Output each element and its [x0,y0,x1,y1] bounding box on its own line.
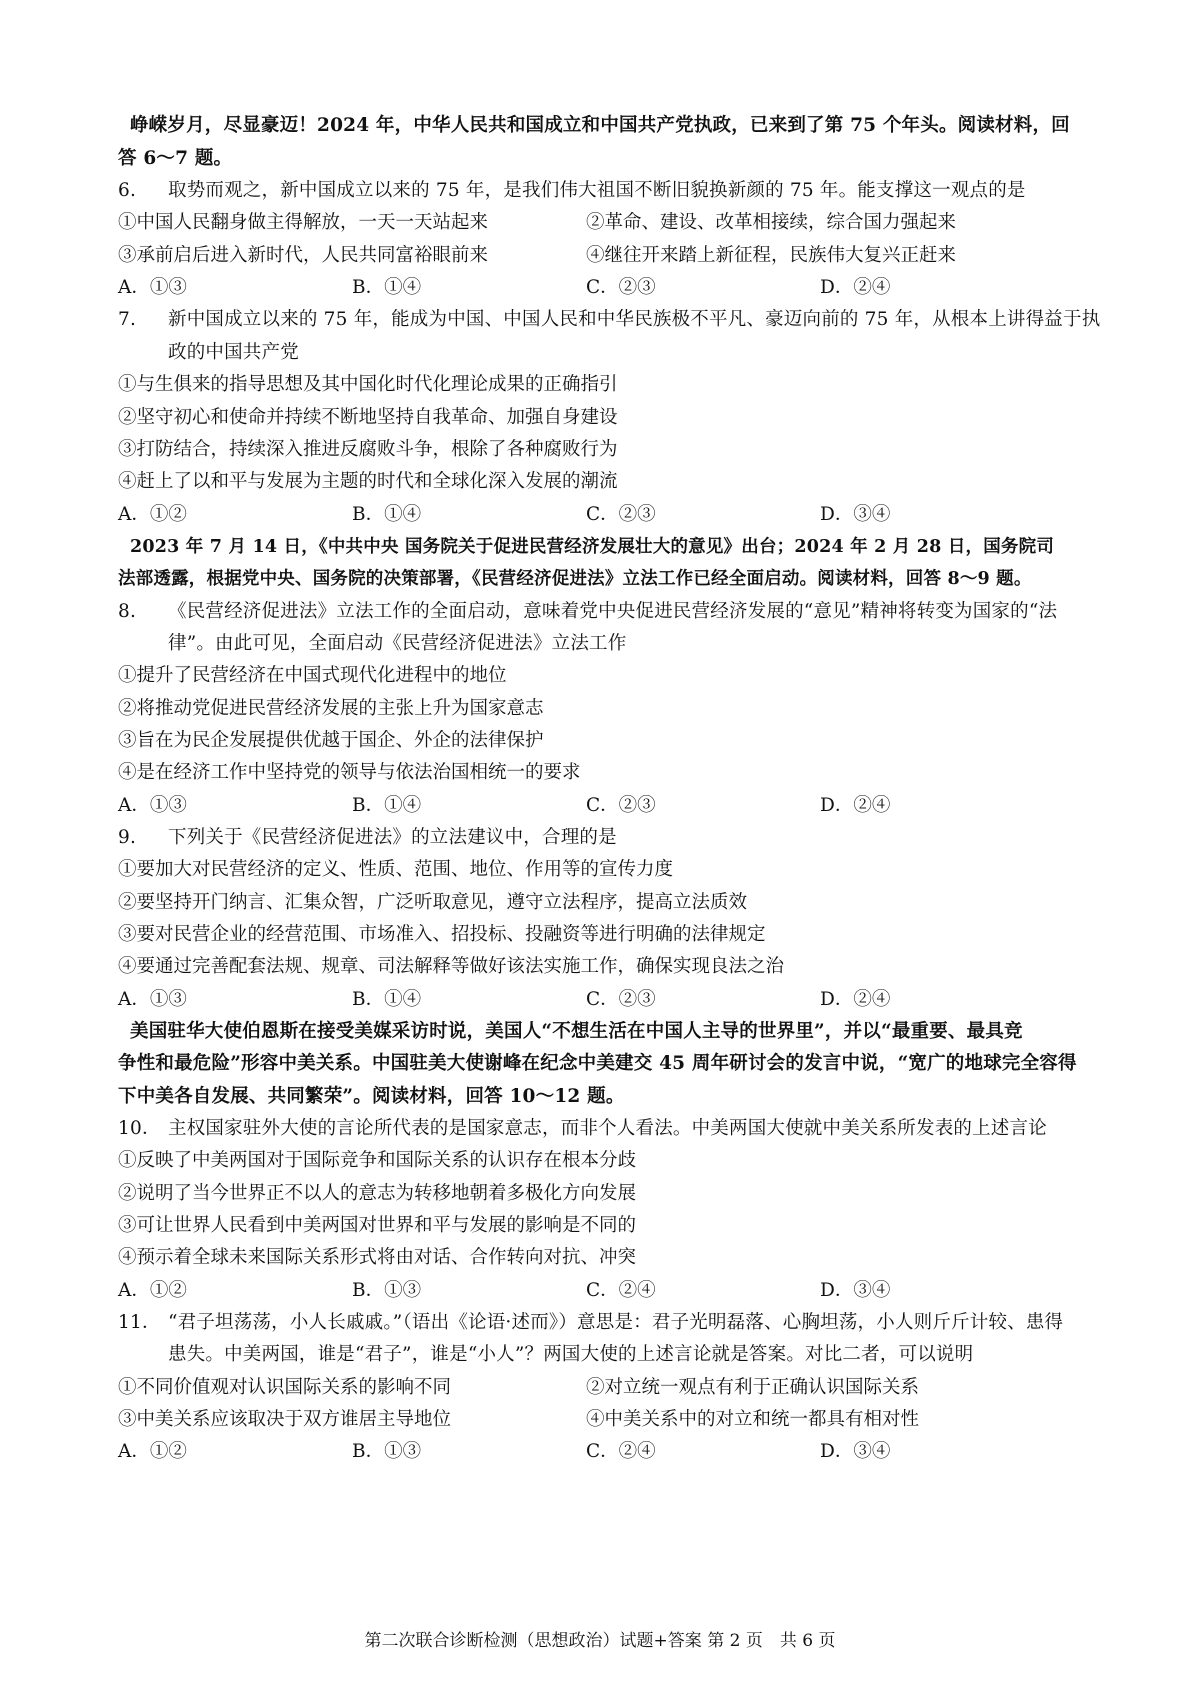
question-10-stem [118,1116,1047,1142]
question-9-stem [118,825,617,851]
question-number: 9. [118,827,137,848]
q6-choice-d[interactable]: D．②④ [820,277,891,298]
question-number: 11． [118,1312,161,1333]
q7-choice-a[interactable]: A．①② [118,504,187,525]
question-7-stem-line1 [118,307,1100,333]
question-number: 7. [118,309,137,330]
q11-item-3: ③中美关系应该取决于双方谁居主导地位 [118,1409,452,1430]
q10-item-1: ①反映了中美两国对于国际竞争和国际关系的认识存在根本分歧 [118,1150,637,1171]
q7-item-2: ②坚守初心和使命并持续不断地坚持自我革命、加强自身建设 [118,407,618,428]
q6-choice-a[interactable]: A．①③ [118,277,187,298]
q10-choice-b[interactable]: B．①③ [352,1280,422,1301]
material-intro-10-12-line3: 下中美各自发展、共同繁荣”。阅读材料，回答 10～12 题。 [118,1086,625,1107]
q7-item-4: ④赶上了以和平与发展为主题的时代和全球化深入发展的潮流 [118,471,618,492]
material-intro-8-9-line2: 法部透露，根据党中央、国务院的决策部署，《民营经济促进法》立法工作已经全面启动。阅读材料，回答 8～9 题。 [118,569,1032,589]
q8-item-4: ④是在经济工作中坚持党的领导与依法治国相统一的要求 [118,762,581,783]
q6-choice-b[interactable]: B．①④ [352,277,422,298]
q11-choice-d[interactable]: D．③④ [820,1441,891,1462]
q10-item-2: ②说明了当今世界正不以人的意志为转移地朝着多极化方向发展 [118,1183,637,1204]
question-text: 取势而观之，新中国成立以来的 75 年，是我们伟大祖国不断旧貌换新颜的 75 年。能支撑这一观点的是 [168,180,1026,201]
q9-item-4: ④要通过完善配套法规、规章、司法解释等做好该法实施工作，确保实现良法之治 [118,956,785,977]
q8-choice-a[interactable]: A．①③ [118,795,187,816]
q7-choice-b[interactable]: B．①④ [352,504,422,525]
material-intro-10-12-line2: 争性和最危险”形容中美关系。中国驻美大使谢峰在纪念中美建交 45 周年研讨会的发言中说，“宽广的地球完全容得 [118,1053,1077,1074]
q7-item-3: ③打防结合，持续深入推进反腐败斗争，根除了各种腐败行为 [118,439,618,460]
q9-choice-d[interactable]: D．②④ [820,989,891,1010]
q9-item-3: ③要对民营企业的经营范围、市场准入、招投标、投融资等进行明确的法律规定 [118,924,766,945]
material-intro-6-7-line1: 峥嵘岁月，尽显豪迈！2024 年，中华人民共和国成立和中国共产党执政，已来到了第 75 个年头。阅读材料，回 [130,115,1070,136]
q10-choice-a[interactable]: A．①② [118,1280,187,1301]
question-text: 主权国家驻外大使的言论所代表的是国家意志，而非个人看法。中美两国大使就中美关系所发表的上述言论 [168,1118,1047,1139]
q10-item-4: ④预示着全球未来国际关系形式将由对话、合作转向对抗、冲突 [118,1247,637,1268]
q6-item-2: ②革命、建设、改革相接续，综合国力强起来 [586,212,957,233]
question-11-stem-line2: 患失。中美两国，谁是“君子”，谁是“小人”？两国大使的上述言论就是答案。对比二者，可以说明 [168,1344,974,1365]
q10-item-3: ③可让世界人民看到中美两国对世界和平与发展的影响是不同的 [118,1215,637,1236]
q6-item-4: ④继往开来踏上新征程，民族伟大复兴正赶来 [586,245,957,266]
material-intro-10-12-line1: 美国驻华大使伯恩斯在接受美媒采访时说，美国人“不想生活在中国人主导的世界里”，并以“最重要、最具竞 [130,1021,1023,1042]
q8-choice-c[interactable]: C．②③ [586,795,656,816]
q11-item-2: ②对立统一观点有利于正确认识国际关系 [586,1377,920,1398]
material-intro-8-9-line1: 2023 年 7 月 14 日，《中共中央 国务院关于促进民营经济发展壮大的意见》出台；2024 年 2 月 28 日，国务院司 [130,537,1055,557]
q8-item-1: ①提升了民营经济在中国式现代化进程中的地位 [118,665,507,686]
q11-item-1: ①不同价值观对认识国际关系的影响不同 [118,1377,452,1398]
q8-choice-b[interactable]: B．①④ [352,795,422,816]
question-6-stem [118,178,1026,204]
question-8-stem-line2: 律”。由此可见，全面启动《民营经济促进法》立法工作 [168,633,627,654]
q9-item-1: ①要加大对民营经济的定义、性质、范围、地位、作用等的宣传力度 [118,859,674,880]
q9-choice-b[interactable]: B．①④ [352,989,422,1010]
q8-item-2: ②将推动党促进民营经济发展的主张上升为国家意志 [118,698,544,719]
question-8-stem-line1 [118,599,1057,625]
q7-item-1: ①与生俱来的指导思想及其中国化时代化理论成果的正确指引 [118,374,618,395]
q6-item-3: ③承前启后进入新时代，人民共同富裕眼前来 [118,245,489,266]
question-number: 8. [118,601,137,622]
q6-choice-c[interactable]: C．②③ [586,277,656,298]
question-7-stem-line2: 政的中国共产党 [168,342,299,363]
q6-item-1: ①中国人民翻身做主得解放，一天一天站起来 [118,212,489,233]
q9-choice-c[interactable]: C．②③ [586,989,656,1010]
q8-item-3: ③旨在为民企发展提供优越于国企、外企的法律保护 [118,730,544,751]
q9-item-2: ②要坚持开门纳言、汇集众智，广泛听取意见，遵守立法程序，提高立法质效 [118,892,748,913]
q11-choice-b[interactable]: B．①③ [352,1441,422,1462]
q10-choice-d[interactable]: D．③④ [820,1280,891,1301]
q8-choice-d[interactable]: D．②④ [820,795,891,816]
question-text: 新中国成立以来的 75 年，能成为中国、中国人民和中华民族极不平凡、豪迈向前的 75 年，从根本上讲得益于执 [168,309,1101,330]
question-number: 10． [118,1118,161,1139]
question-text: 《民营经济促进法》立法工作的全面启动，意味着党中央促进民营经济发展的“意见”精神将转变为国家的“法 [168,601,1058,622]
q11-choice-c[interactable]: C．②④ [586,1441,656,1462]
question-text: 下列关于《民营经济促进法》的立法建议中，合理的是 [168,827,617,848]
material-intro-6-7-line2: 答 6～7 题。 [118,148,233,169]
q11-choice-a[interactable]: A．①② [118,1441,187,1462]
page-footer: 第二次联合诊断检测（思想政治）试题+答案 第 2 页 共 6 页 [364,1631,836,1651]
q7-choice-c[interactable]: C．②③ [586,504,656,525]
question-text: “君子坦荡荡，小人长戚戚。”（语出《论语·述而》）意思是：君子光明磊落、心胸坦荡，小人则斤斤计较、患得 [168,1312,1064,1333]
question-number: 6. [118,180,137,201]
question-11-stem-line1 [118,1310,1063,1336]
q10-choice-c[interactable]: C．②④ [586,1280,656,1301]
q9-choice-a[interactable]: A．①③ [118,989,187,1010]
q11-item-4: ④中美关系中的对立和统一都具有相对性 [586,1409,920,1430]
q7-choice-d[interactable]: D．③④ [820,504,891,525]
